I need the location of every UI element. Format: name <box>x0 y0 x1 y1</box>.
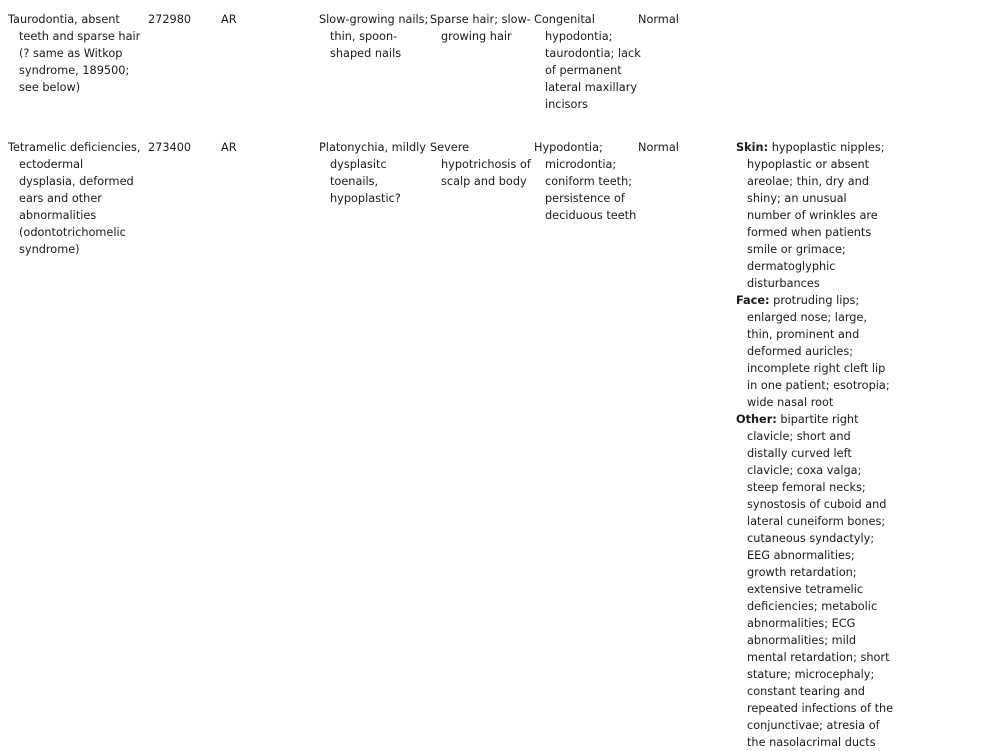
inheritance: AR <box>221 141 237 154</box>
face-text: protruding lips; enlarged nose; large, thin, prominent and deformed auricles; incomplete right cleft lip in one patient; esotropia; wide nasal root <box>747 294 890 409</box>
sweating-finding: Normal <box>638 141 679 154</box>
omim-number: 273400 <box>148 141 192 154</box>
face-findings <box>736 292 894 411</box>
hair-finding: Sparse hair; slow-growing hair <box>430 13 531 43</box>
nails-finding: Platonychia, mildly dysplasitc toenails, hypoplastic? <box>319 141 426 205</box>
skin-label: Skin: <box>736 141 769 154</box>
inheritance: AR <box>221 13 237 26</box>
syndrome-name: Tetramelic deficiencies, ectodermal dysplasia, deformed ears and other abnormalities (odontotrichomelic syndrome) <box>8 141 141 256</box>
hair-finding: Severe hypotrichosis of scalp and body <box>430 141 531 188</box>
teeth-finding: Congenital hypodontia; taurodontia; lack of permanent lateral maxillary incisors <box>534 13 641 111</box>
sweating-finding: Normal <box>638 13 679 26</box>
other-findings <box>736 139 894 751</box>
nails-finding: Slow-growing nails; thin, spoon-shaped nails <box>319 13 429 60</box>
other-category-findings <box>736 411 894 751</box>
skin-findings <box>736 139 894 292</box>
omim-number: 272980 <box>148 13 192 26</box>
skin-text: hypoplastic nipples; hypoplastic or absent areolae; thin, dry and shiny; an unusual number of wrinkles are formed when patients smile or grimace; dermatoglyphic disturbances <box>747 141 885 290</box>
syndrome-name: Taurodontia, absent teeth and sparse hair (? same as Witkop syndrome, 189500; see below) <box>8 13 141 94</box>
teeth-finding: Hypodontia; microdontia; coniform teeth; persistence of deciduous teeth <box>534 141 637 222</box>
face-label: Face: <box>736 294 770 307</box>
other-text: bipartite right clavicle; short and distally curved left clavicle; coxa valga; steep femoral necks; synostosis of cuboid and lateral cuneiform bones; cutaneous syndactyly; EEG abnormalities; growth retardation; extensive tetramelic deficiencies; metabolic abnormalities; ECG abnormalities; mild mental retardation; short stature; microcephaly; constant tearing and repeated infections of the conjunctivae; atresia of the nasolacrimal ducts <box>747 413 894 749</box>
other-label: Other: <box>736 413 777 426</box>
